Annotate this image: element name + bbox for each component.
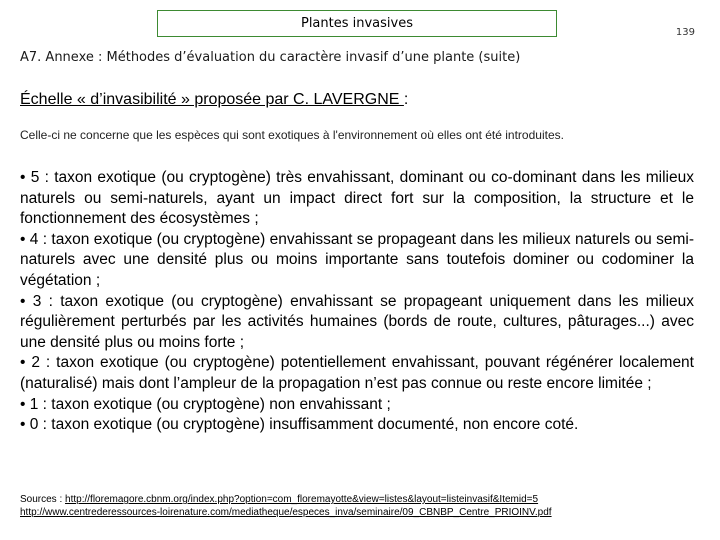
source-link-floremagore[interactable]: http://floremagore.cbnm.org/index.php?option=com_floremayotte&view=listes&layout=listeinvasif&Itemid=5 [65,494,539,505]
intro-text: Celle-ci ne concerne que les espèces qui sont exotiques à l'environnement où elles ont été introduites. [20,128,564,142]
sources-line-1 [20,493,552,506]
header-title: Plantes invasives [300,16,414,31]
source-link-loirenature[interactable]: http://www.centrederessources-loirenature.com/mediatheque/especes_inva/seminaire/09_CBNBP_Centre_PRIOINV.pdf [20,507,552,518]
level-item-4: • 4 : taxon exotique (ou cryptogène) envahissant se propageant dans les milieux naturels ou semi-naturels avec une densité plus ou moins importante sans toutefois dominer ou codominer la végétation ; [20,230,694,289]
sources-block [20,493,552,519]
sources-line-2 [20,506,552,519]
invasiveness-levels-list [20,168,694,436]
scale-title-main: Échelle « d’invasibilité » proposée par C. LAVERGNE [20,91,404,108]
page-number: 139 [675,27,695,38]
level-item-2: • 2 : taxon exotique (ou cryptogène) potentiellement envahissant, pouvant régénérer localement (naturalisé) mais dont l’ampleur de la propagation n’est pas connue ou reste encore limitée ; [20,354,694,392]
section-title: A7. Annexe : Méthodes d’évaluation du caractère invasif d’une plante (suite) [20,50,521,65]
level-item-3: • 3 : taxon exotique (ou cryptogène) envahissant se propageant uniquement dans les milieux régulièrement perturbés par les activités humaines (bords de route, cultures, pâturages...) avec une densité plus ou moins forte ; [20,292,694,351]
scale-title-suffix: : [403,91,409,108]
level-item-1: • 1 : taxon exotique (ou cryptogène) non envahissant ; [20,395,391,413]
level-item-0: • 0 : taxon exotique (ou cryptogène) insuffisamment documenté, non encore coté. [20,416,579,434]
scale-title [20,91,408,109]
level-item-5: • 5 : taxon exotique (ou cryptogène) très envahissant, dominant ou co-dominant dans les milieux naturels ou semi-naturels, ayant un impact direct fort sur la composition, la structure et le fonctionnement des écosystèmes ; [20,169,694,228]
sources-label: Sources : [20,494,66,505]
header-title-box [157,10,557,37]
